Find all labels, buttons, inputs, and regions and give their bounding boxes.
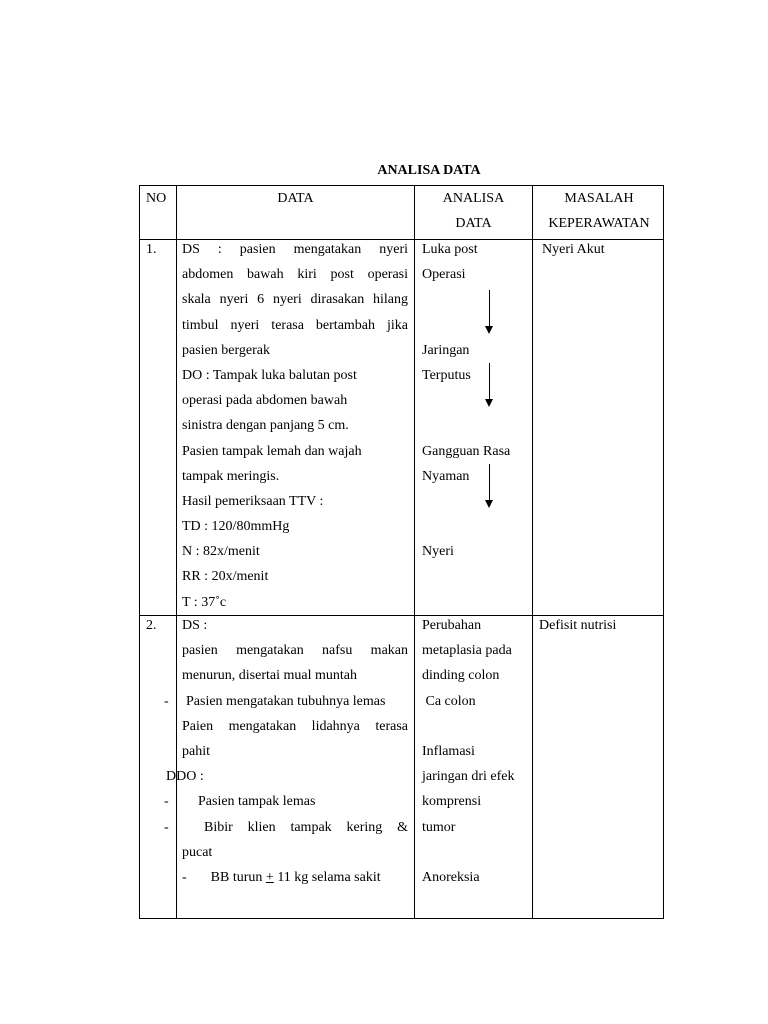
row1-data-line: Pasien tampak lemah dan wajah — [182, 443, 362, 459]
row2-analisa-line: Inflamasi — [422, 743, 475, 759]
row1-analisa-line: Luka post — [422, 242, 478, 257]
row1-no: 1. — [146, 242, 157, 257]
header-masalah-line1: MASALAH — [564, 191, 634, 206]
row1-data-line: DO : Tampak luka balutan post — [182, 367, 357, 383]
row1-masalah: Nyeri Akut — [542, 242, 605, 257]
row2-data-line: DDO : — [166, 769, 204, 785]
header-data: DATA — [277, 191, 314, 206]
row2-data-line: menurun, disertai mual muntah — [182, 668, 357, 684]
row1-data-line: pasien bergerak — [182, 342, 270, 358]
header-masalah — [533, 186, 665, 236]
row1-data-line: abdomen bawah kiri post operasi — [182, 267, 408, 283]
row2-data-line: pasien mengatakan nafsu makan — [182, 643, 408, 659]
header-no: NO — [146, 191, 167, 206]
bullet: - — [164, 794, 169, 810]
row1-analisa-line: Nyeri — [422, 544, 454, 560]
row1-analisa-line: Gangguan Rasa — [422, 443, 511, 459]
header-analisa-line2: DATA — [455, 216, 492, 232]
row2-analisa-line: komprensi — [422, 794, 482, 810]
row1-analisa-line — [422, 388, 510, 413]
header-analisa-line1: ANALISA — [442, 191, 505, 206]
row2-masalah: Defisit nutrisi — [539, 618, 617, 633]
row1-analisa-line — [422, 413, 510, 438]
row1-data-line: T : 37˚c — [182, 594, 227, 610]
row2-analisa — [422, 613, 515, 890]
row1-analisa-line — [422, 514, 510, 539]
row1-analisa-line: Terputus — [422, 367, 471, 383]
row1-data-line: sinistra dengan panjang 5 cm. — [182, 418, 349, 434]
row2-analisa-line: Perubahan — [422, 618, 482, 633]
row2-data-line-weight: - BB turun + 11 kg selama sakit — [182, 869, 381, 885]
bullet: - — [164, 819, 169, 835]
row2-analisa-line: metaplasia pada — [422, 643, 512, 659]
row1-data-line: RR : 20x/menit — [182, 569, 269, 585]
row2-bullets — [164, 613, 176, 840]
page-title: ANALISA DATA — [377, 163, 481, 178]
row1-data — [182, 237, 408, 615]
row2-no: 2. — [146, 618, 157, 633]
header-analisa — [415, 186, 532, 236]
row2-analisa-line: jaringan dri efek — [422, 769, 515, 785]
row1-data-line: DS : pasien mengatakan nyeri — [182, 242, 408, 257]
row1-data-line: Hasil pemeriksaan TTV : — [182, 493, 324, 509]
row2-data-line: Paien mengatakan lidahnya terasa — [182, 718, 408, 734]
row1-analisa-line — [422, 313, 510, 338]
row2-data-line: Bibir klien tampak kering & — [204, 819, 408, 835]
row1-analisa-line: Jaringan — [422, 342, 470, 358]
row1-data-line: tampak meringis. — [182, 468, 280, 484]
row2-data-line: pahit — [182, 743, 210, 759]
header-masalah-line2: KEPERAWATAN — [548, 216, 650, 232]
row1-analisa-line: Operasi — [422, 267, 466, 283]
row2-data-line: Pasien tampak lemas — [198, 794, 316, 810]
row2-analisa-line — [422, 714, 515, 739]
bullet: - — [182, 869, 187, 885]
row1-data-line: N : 82x/menit — [182, 544, 260, 560]
row2-analisa-line: dinding colon — [422, 668, 500, 684]
row1-data-line: timbul nyeri terasa bertambah jika — [182, 317, 408, 333]
row2-analisa-line: Anoreksia — [422, 869, 480, 885]
column-divider — [414, 186, 415, 918]
bullet: - — [164, 693, 169, 709]
column-divider — [532, 186, 533, 918]
analysis-table — [139, 185, 664, 919]
row1-data-line: TD : 120/80mmHg — [182, 519, 290, 535]
row2-analisa-line — [422, 840, 515, 865]
row2-analisa-line: tumor — [422, 819, 456, 835]
plus-minus-sign: + — [265, 869, 274, 885]
column-divider — [176, 186, 177, 918]
row1-analisa-line — [422, 287, 510, 312]
row1-data-line: skala nyeri 6 nyeri dirasakan hilang — [182, 292, 408, 308]
row2-data — [166, 613, 408, 890]
row1-analisa-line — [422, 489, 510, 514]
row1-data-line: operasi pada abdomen bawah — [182, 393, 348, 409]
row2-data-line: DS : — [182, 618, 208, 633]
row1-analisa-line: Nyaman — [422, 468, 470, 484]
row2-data-line: Pasien mengatakan tubuhnya lemas — [186, 693, 386, 709]
row2-data-line: pucat — [182, 844, 213, 860]
row1-analisa — [422, 237, 510, 564]
row2-analisa-line: Ca colon — [422, 693, 476, 709]
